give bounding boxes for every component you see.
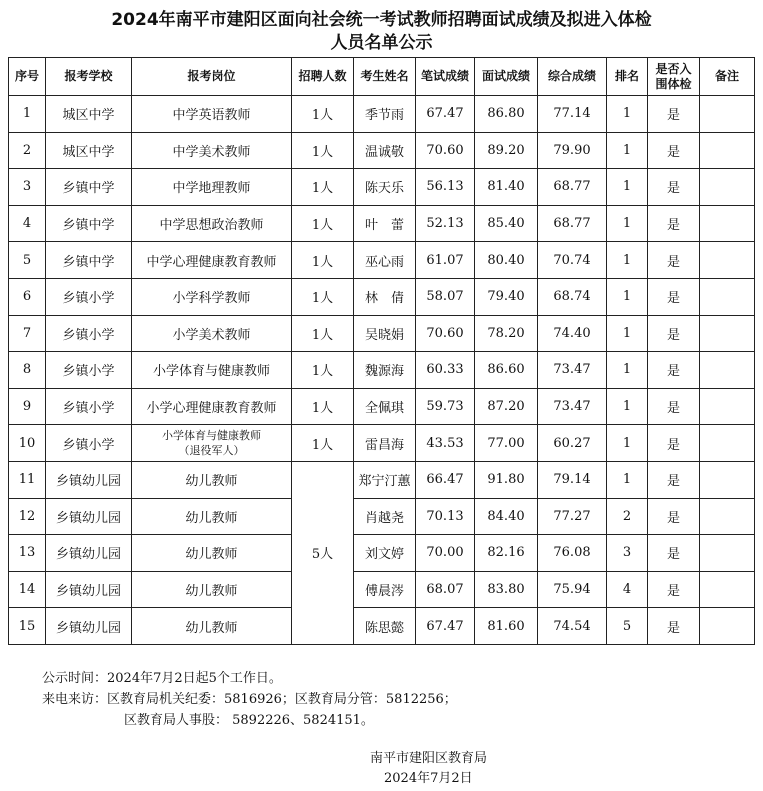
- cell-school: 乡镇小学: [46, 425, 132, 462]
- cell-interview: 77.00: [475, 425, 538, 462]
- cell-school: 城区中学: [46, 96, 132, 133]
- cell-school: 乡镇小学: [46, 278, 132, 315]
- cell-index: 6: [9, 278, 46, 315]
- cell-written: 67.47: [416, 96, 475, 133]
- cell-index: 2: [9, 132, 46, 169]
- cell-name: 傅晨涔: [354, 571, 416, 608]
- cell-note: [700, 242, 755, 279]
- cell-name: 林 倩: [354, 278, 416, 315]
- cell-exam: 是: [648, 205, 700, 242]
- cell-written: 61.07: [416, 242, 475, 279]
- results-table: [8, 57, 755, 645]
- cell-quota: 1人: [292, 132, 354, 169]
- cell-exam: 是: [648, 535, 700, 572]
- cell-position: 中学地理教师: [132, 169, 292, 206]
- cell-name: 巫心雨: [354, 242, 416, 279]
- cell-index: 10: [9, 425, 46, 462]
- cell-position: 小学心理健康教育教师: [132, 388, 292, 425]
- cell-rank: 5: [607, 608, 648, 645]
- cell-total: 77.14: [538, 96, 607, 133]
- cell-total: 73.47: [538, 388, 607, 425]
- table-row: [9, 132, 755, 169]
- cell-school: 乡镇小学: [46, 352, 132, 389]
- cell-interview: 80.40: [475, 242, 538, 279]
- header-exam-line1: 是否入: [655, 61, 692, 76]
- cell-total: 74.40: [538, 315, 607, 352]
- table-row: [9, 425, 755, 462]
- cell-quota: 1人: [292, 315, 354, 352]
- table-row: [9, 608, 755, 645]
- cell-quota-merged: 5人: [292, 461, 354, 644]
- cell-quota: 1人: [292, 96, 354, 133]
- header-school: 报考学校: [46, 58, 132, 96]
- cell-interview: 91.80: [475, 461, 538, 498]
- cell-note: [700, 388, 755, 425]
- cell-note: [700, 169, 755, 206]
- cell-total: 60.27: [538, 425, 607, 462]
- cell-total: 68.77: [538, 205, 607, 242]
- table-row: [9, 205, 755, 242]
- cell-written: 60.33: [416, 352, 475, 389]
- issuing-organization: 南平市建阳区教育局: [370, 751, 488, 766]
- cell-position: 中学英语教师: [132, 96, 292, 133]
- cell-position: 小学科学教师: [132, 278, 292, 315]
- header-exam-line2: 围体检: [655, 76, 692, 91]
- table-header-row: [9, 58, 755, 96]
- notice-time: 公示时间：2024年7月2日起5个工作日。: [42, 671, 282, 686]
- cell-position: 中学心理健康教育教师: [132, 242, 292, 279]
- cell-written: 56.13: [416, 169, 475, 206]
- cell-interview: 81.40: [475, 169, 538, 206]
- table-row: [9, 169, 755, 206]
- cell-written: 59.73: [416, 388, 475, 425]
- cell-note: [700, 278, 755, 315]
- cell-exam: 是: [648, 96, 700, 133]
- document-title-line2: 人员名单公示: [330, 33, 433, 53]
- cell-total: 79.90: [538, 132, 607, 169]
- cell-interview: 87.20: [475, 388, 538, 425]
- cell-rank: 1: [607, 242, 648, 279]
- header-position: 报考岗位: [132, 58, 292, 96]
- cell-quota: 1人: [292, 169, 354, 206]
- cell-written: 70.13: [416, 498, 475, 535]
- cell-exam: 是: [648, 388, 700, 425]
- cell-exam: 是: [648, 315, 700, 352]
- cell-note: [700, 132, 755, 169]
- cell-total: 70.74: [538, 242, 607, 279]
- cell-written: 58.07: [416, 278, 475, 315]
- cell-school: 乡镇幼儿园: [46, 535, 132, 572]
- cell-school: 乡镇小学: [46, 315, 132, 352]
- cell-index: 8: [9, 352, 46, 389]
- cell-written: 70.60: [416, 315, 475, 352]
- cell-position: 幼儿教师: [132, 498, 292, 535]
- cell-rank: 1: [607, 461, 648, 498]
- cell-interview: 89.20: [475, 132, 538, 169]
- cell-interview: 85.40: [475, 205, 538, 242]
- cell-exam: 是: [648, 608, 700, 645]
- cell-interview: 83.80: [475, 571, 538, 608]
- cell-name: 陈天乐: [354, 169, 416, 206]
- cell-interview: 81.60: [475, 608, 538, 645]
- cell-total: 77.27: [538, 498, 607, 535]
- cell-school: 乡镇幼儿园: [46, 608, 132, 645]
- contact-line2: 区教育局人事股： 5892226、5824151。: [124, 713, 374, 728]
- cell-quota: 1人: [292, 352, 354, 389]
- cell-total: 68.74: [538, 278, 607, 315]
- cell-position: 中学思想政治教师: [132, 205, 292, 242]
- cell-name: 肖越尧: [354, 498, 416, 535]
- cell-position: 中学美术教师: [132, 132, 292, 169]
- cell-interview: 86.80: [475, 96, 538, 133]
- cell-index: 9: [9, 388, 46, 425]
- cell-position: [132, 425, 292, 462]
- cell-rank: 1: [607, 352, 648, 389]
- cell-note: [700, 96, 755, 133]
- cell-written: 70.60: [416, 132, 475, 169]
- cell-rank: 3: [607, 535, 648, 572]
- cell-position: 幼儿教师: [132, 571, 292, 608]
- cell-school: 乡镇幼儿园: [46, 498, 132, 535]
- cell-name: 吴晓娟: [354, 315, 416, 352]
- cell-exam: 是: [648, 571, 700, 608]
- issue-date: 2024年7月2日: [384, 771, 473, 786]
- cell-index: 15: [9, 608, 46, 645]
- table-row: [9, 352, 755, 389]
- cell-exam: 是: [648, 461, 700, 498]
- cell-written: 68.07: [416, 571, 475, 608]
- cell-total: 75.94: [538, 571, 607, 608]
- cell-position: 幼儿教师: [132, 608, 292, 645]
- cell-total: 79.14: [538, 461, 607, 498]
- cell-rank: 1: [607, 388, 648, 425]
- table-row: [9, 388, 755, 425]
- cell-rank: 2: [607, 498, 648, 535]
- document-title-line1: 2024年南平市建阳区面向社会统一考试教师招聘面试成绩及拟进入体检: [111, 10, 652, 30]
- cell-rank: 1: [607, 132, 648, 169]
- cell-note: [700, 498, 755, 535]
- cell-position: 小学美术教师: [132, 315, 292, 352]
- cell-total: 73.47: [538, 352, 607, 389]
- cell-name: 温诚敬: [354, 132, 416, 169]
- cell-school: 乡镇中学: [46, 169, 132, 206]
- cell-school: 乡镇中学: [46, 242, 132, 279]
- header-interview: 面试成绩: [475, 58, 538, 96]
- cell-exam: 是: [648, 132, 700, 169]
- header-written: 笔试成绩: [416, 58, 475, 96]
- cell-exam: 是: [648, 352, 700, 389]
- cell-name: 刘文婷: [354, 535, 416, 572]
- cell-index: 7: [9, 315, 46, 352]
- cell-written: 66.47: [416, 461, 475, 498]
- cell-interview: 78.20: [475, 315, 538, 352]
- cell-index: 14: [9, 571, 46, 608]
- cell-note: [700, 425, 755, 462]
- cell-name: 陈思懿: [354, 608, 416, 645]
- cell-interview: 84.40: [475, 498, 538, 535]
- header-name: 考生姓名: [354, 58, 416, 96]
- cell-note: [700, 535, 755, 572]
- cell-exam: 是: [648, 498, 700, 535]
- cell-note: [700, 352, 755, 389]
- cell-total: 74.54: [538, 608, 607, 645]
- cell-index: 1: [9, 96, 46, 133]
- cell-note: [700, 461, 755, 498]
- header-note: 备注: [700, 58, 755, 96]
- cell-written: 43.53: [416, 425, 475, 462]
- cell-note: [700, 571, 755, 608]
- cell-school: 城区中学: [46, 132, 132, 169]
- header-exam: [648, 58, 700, 96]
- cell-quota: 1人: [292, 425, 354, 462]
- cell-school: 乡镇幼儿园: [46, 571, 132, 608]
- header-rank: 排名: [607, 58, 648, 96]
- cell-total: 68.77: [538, 169, 607, 206]
- cell-position: 幼儿教师: [132, 461, 292, 498]
- cell-rank: 1: [607, 169, 648, 206]
- cell-index: 3: [9, 169, 46, 206]
- cell-note: [700, 315, 755, 352]
- cell-index: 5: [9, 242, 46, 279]
- cell-interview: 82.16: [475, 535, 538, 572]
- header-index: 序号: [9, 58, 46, 96]
- cell-rank: 4: [607, 571, 648, 608]
- table-row: [9, 315, 755, 352]
- cell-written: 70.00: [416, 535, 475, 572]
- table-row: [9, 571, 755, 608]
- table-row: [9, 242, 755, 279]
- cell-written: 52.13: [416, 205, 475, 242]
- header-quota: 招聘人数: [292, 58, 354, 96]
- cell-name: 全佩琪: [354, 388, 416, 425]
- cell-note: [700, 608, 755, 645]
- header-total: 综合成绩: [538, 58, 607, 96]
- cell-rank: 1: [607, 96, 648, 133]
- cell-exam: 是: [648, 242, 700, 279]
- cell-quota: 1人: [292, 278, 354, 315]
- cell-school: 乡镇小学: [46, 388, 132, 425]
- cell-position-line2: （退役军人）: [178, 444, 245, 458]
- cell-name: 魏源海: [354, 352, 416, 389]
- cell-school: 乡镇幼儿园: [46, 461, 132, 498]
- cell-interview: 79.40: [475, 278, 538, 315]
- cell-index: 13: [9, 535, 46, 572]
- cell-name: 季节雨: [354, 96, 416, 133]
- cell-rank: 1: [607, 205, 648, 242]
- cell-position-line1: 小学体育与健康教师: [162, 429, 261, 443]
- cell-rank: 1: [607, 425, 648, 462]
- cell-written: 67.47: [416, 608, 475, 645]
- table-row: [9, 278, 755, 315]
- table-row: [9, 96, 755, 133]
- cell-name: 雷昌海: [354, 425, 416, 462]
- cell-position: 小学体育与健康教师: [132, 352, 292, 389]
- cell-exam: 是: [648, 169, 700, 206]
- cell-index: 4: [9, 205, 46, 242]
- cell-rank: 1: [607, 278, 648, 315]
- cell-interview: 86.60: [475, 352, 538, 389]
- table-row: [9, 535, 755, 572]
- cell-exam: 是: [648, 425, 700, 462]
- contact-line1: 来电来访：区教育局机关纪委：5816926；区教育局分管：5812256；: [42, 692, 457, 707]
- cell-school: 乡镇中学: [46, 205, 132, 242]
- cell-quota: 1人: [292, 205, 354, 242]
- table-row: [9, 498, 755, 535]
- cell-name: 叶 蕾: [354, 205, 416, 242]
- cell-exam: 是: [648, 278, 700, 315]
- table-row: [9, 461, 755, 498]
- cell-position: 幼儿教师: [132, 535, 292, 572]
- cell-note: [700, 205, 755, 242]
- cell-quota: 1人: [292, 388, 354, 425]
- cell-quota: 1人: [292, 242, 354, 279]
- cell-index: 11: [9, 461, 46, 498]
- cell-rank: 1: [607, 315, 648, 352]
- cell-total: 76.08: [538, 535, 607, 572]
- cell-name: 郑宁汀蕙: [354, 461, 416, 498]
- cell-index: 12: [9, 498, 46, 535]
